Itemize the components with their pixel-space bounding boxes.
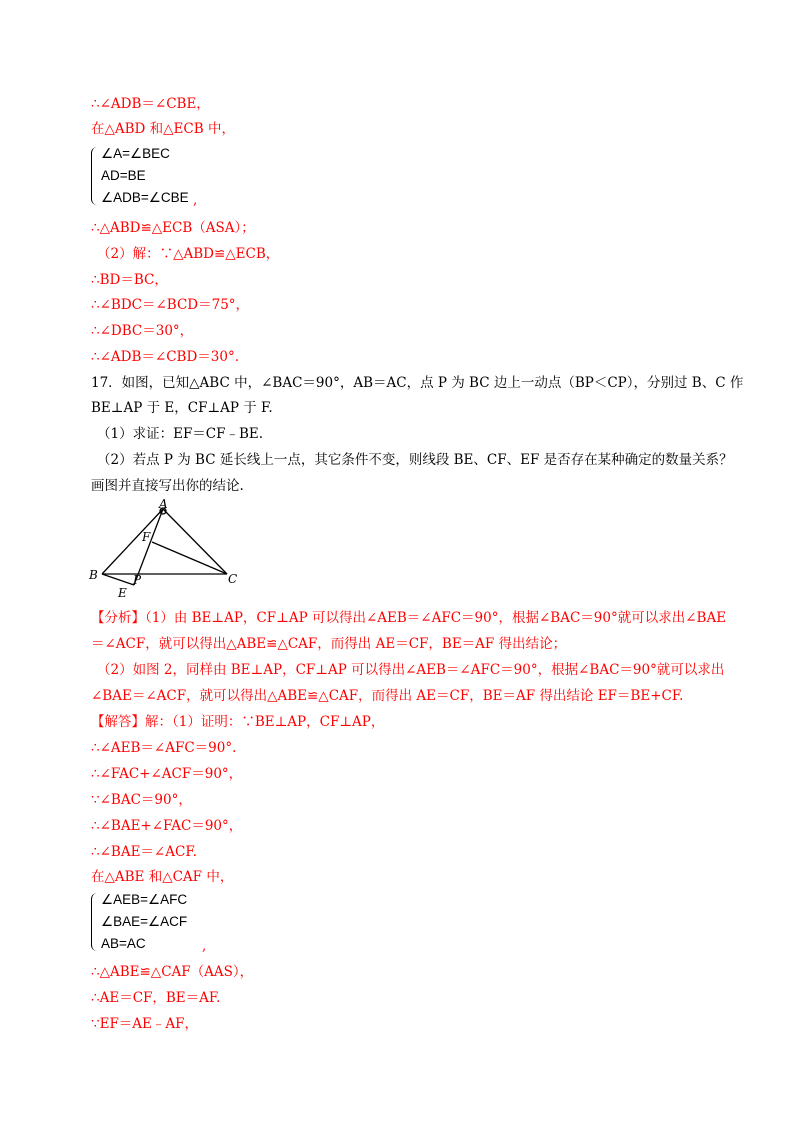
proof-line: ∴∠ADB＝∠CBD＝30°. [91, 349, 239, 365]
solution-line: ∴AE＝CF，BE＝AF. [91, 990, 221, 1006]
analysis-line: ∠BAE＝∠ACF，就可以得出△ABE≌△CAF，而得出 AE＝CF，BE＝AF 得出结论 EF＝BE+CF. [91, 688, 684, 704]
solution-line: 在△ABE 和△CAF 中， [91, 869, 234, 885]
analysis-line: ＝∠ACF，就可以得出△ABE≌△CAF，而得出 AE＝CF，BE＝AF 得出结论； [91, 636, 567, 652]
solution-line: ∴∠BAE＝∠ACF. [91, 844, 197, 860]
label-a: A [159, 497, 168, 511]
label-b: B [89, 568, 98, 582]
proof-line: ∴△ABD≌△ECB（ASA）； [91, 220, 255, 236]
solution-line: ∴△ABE≌△CAF（AAS）， [91, 964, 254, 980]
segment-cf [152, 542, 227, 574]
label-f: F [142, 530, 151, 544]
solution-line: ∴∠BAE+∠FAC＝90°， [91, 818, 243, 834]
system-row: ∠BAE=∠ACF [101, 914, 188, 929]
solution-line: 【解答】解：（1）证明：∵BE⊥AP，CF⊥AP， [91, 714, 385, 730]
proof-line: ∴∠BDC＝∠BCD＝75°， [91, 297, 250, 313]
system-row: AB=AC [101, 936, 146, 951]
triangle-figure [85, 497, 255, 602]
segment-ac [163, 509, 227, 574]
segment-be [102, 574, 134, 585]
system-row: ∠ADB=∠CBE [101, 190, 189, 205]
solution-line: ∵∠BAC＝90°， [91, 792, 192, 808]
problem-statement: BE⊥AP 于 E，CF⊥AP 于 F. [91, 400, 273, 416]
system-row: ∠A=∠BEC [101, 146, 170, 161]
system-tail: , [202, 938, 207, 954]
system-tail: , [193, 192, 198, 208]
proof-line: ∴BD＝BC， [91, 272, 168, 288]
problem-statement: 17．如图，已知△ABC 中，∠BAC＝90°，AB＝AC，点 P 为 BC 边上一动点（BP＜CP），分别过 B、C 作 [91, 375, 744, 391]
label-c: C [228, 572, 238, 586]
system-row: ∠AEB=∠AFC [101, 892, 188, 907]
solution-line: ∴∠AEB＝∠AFC＝90°. [91, 740, 237, 756]
proof-line: 在△ABD 和△ECB 中， [91, 121, 235, 137]
problem-part-1: （1）求证：EF＝CF﹣BE. [97, 426, 264, 442]
proof-line: ∴∠DBC＝30°， [91, 323, 194, 339]
proof-line: （2）解：∵△ABD≌△ECB， [97, 246, 280, 262]
proof-line: ∴∠ADB＝∠CBE， [91, 96, 210, 112]
brace-icon [91, 147, 99, 205]
problem-part-2: （2）若点 P 为 BC 延长线上一点，其它条件不变，则线段 BE、CF、EF 是否存在某种确定的数量关系？ [97, 452, 733, 468]
analysis-line: （2）如图 2，同样由 BE⊥AP，CF⊥AP 可以得出∠AEB＝∠AFC＝90°，根据∠BAC＝90°就可以求出 [97, 662, 725, 678]
label-e: E [118, 586, 127, 600]
solution-line: ∴∠FAC+∠ACF＝90°， [91, 766, 243, 782]
solution-line: ∵EF＝AE﹣AF， [91, 1016, 199, 1032]
label-p: P [133, 573, 142, 587]
segment-ab [102, 509, 163, 574]
problem-statement: 画图并直接写出你的结论. [91, 478, 244, 494]
analysis-line: 【分析】（1）由 BE⊥AP，CF⊥AP 可以得出∠AEB＝∠AFC＝90°，根据∠BAC＝90°就可以求出∠BAE [91, 610, 727, 626]
brace-icon [91, 893, 99, 951]
system-row: AD=BE [101, 168, 146, 183]
